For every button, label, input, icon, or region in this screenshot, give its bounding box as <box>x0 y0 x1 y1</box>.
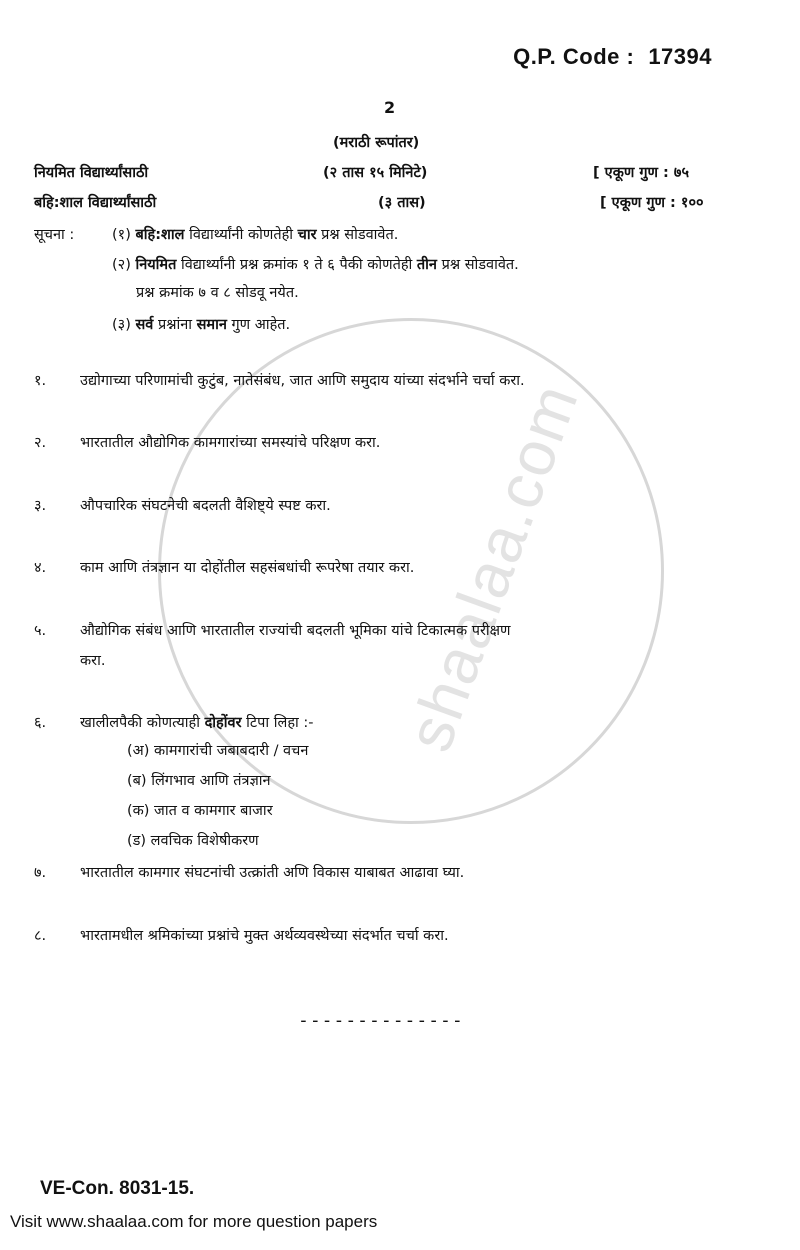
question-4 <box>34 557 414 577</box>
question-6-num: ६. <box>34 715 47 731</box>
regular-time: (२ तास १५ मिनिटे) <box>323 165 428 181</box>
question-5-text: औद्योगिक संबंध आणि भारतातील राज्यांची बदलती भूमिका यांचे टिकात्मक परीक्षण <box>80 623 511 639</box>
instruction-2-num: (२) <box>112 257 131 273</box>
question-8-num: ८. <box>34 928 47 944</box>
question-6-option-c: (क) जात व कामगार बाजार <box>127 803 273 819</box>
translation-heading: (मराठी रूपांतर) <box>333 135 420 151</box>
visit-link[interactable]: Visit www.shaalaa.com for more question papers <box>10 1212 378 1231</box>
watermark-text: shaalaa.com <box>392 373 593 761</box>
qp-code-value: 17394 <box>648 44 712 69</box>
instruction-1-bold: बहि:शाल <box>135 227 185 243</box>
question-3 <box>34 495 331 515</box>
instruction-3-bold2: समान <box>196 317 227 333</box>
instruction-3-bold: सर्व <box>135 317 154 333</box>
instruction-3 <box>112 314 290 334</box>
regular-marks: [ एकूण गुण : ७५ <box>593 165 689 181</box>
question-3-text: औपचारिक संघटनेची बदलती वैशिष्ट्ये स्पष्ट करा. <box>80 498 331 514</box>
external-students-label: बहि:शाल विद्यार्थ्यांसाठी <box>34 195 157 211</box>
instruction-1-bold2: चार <box>297 227 317 243</box>
instruction-2-mid: विद्यार्थ्यांनी प्रश्न क्रमांक १ ते ६ पैकी कोणतेही <box>180 257 413 273</box>
instruction-1 <box>112 224 398 244</box>
question-8 <box>34 925 449 945</box>
regular-students-label: नियमित विद्यार्थ्यांसाठी <box>34 165 149 181</box>
instruction-2-line2: प्रश्न क्रमांक ७ व ८ सोडवू नयेत. <box>136 285 299 301</box>
question-3-num: ३. <box>34 498 47 514</box>
instruction-2 <box>112 254 519 274</box>
instruction-3-mid: प्रश्नांना <box>157 317 193 333</box>
instruction-3-tail: गुण आहेत. <box>231 317 291 333</box>
question-5-num: ५. <box>34 623 47 639</box>
question-1-num: १. <box>34 373 47 389</box>
instructions-label: सूचना : <box>34 227 75 243</box>
instruction-2-bold2: तीन <box>416 257 437 273</box>
question-6-option-d: (ड) लवचिक विशेषीकरण <box>127 833 259 849</box>
question-6-bold: दोहोंवर <box>204 715 242 731</box>
page-number: 2 <box>384 98 396 117</box>
question-6-pre: खालीलपैकी कोणत्याही <box>80 715 200 731</box>
instruction-1-tail: प्रश्न सोडवावेत. <box>321 227 399 243</box>
question-2 <box>34 432 380 452</box>
question-6 <box>34 712 314 732</box>
question-4-num: ४. <box>34 560 47 576</box>
question-2-text: भारतातील औद्योगिक कामगारांच्या समस्यांचे परिक्षण करा. <box>80 435 381 451</box>
question-1 <box>34 370 525 390</box>
question-7-num: ७. <box>34 865 47 881</box>
question-7 <box>34 862 464 882</box>
question-1-text: उद्योगाच्या परिणामांची कुटुंब, नातेसंबंध, जात आणि समुदाय यांच्या संदर्भाने चर्चा करा. <box>80 373 525 389</box>
qp-code-label: Q.P. Code : <box>513 44 635 69</box>
instruction-2-tail: प्रश्न सोडवावेत. <box>441 257 519 273</box>
question-6-post: टिपा लिहा :- <box>246 715 314 731</box>
instruction-1-num: (१) <box>112 227 131 243</box>
question-8-text: भारतामधील श्रमिकांच्या प्रश्नांचे मुक्त अर्थव्यवस्थेच्या संदर्भात चर्चा करा. <box>80 928 449 944</box>
question-4-text: काम आणि तंत्रज्ञान या दोहोंतील सहसंबधांची रूपरेषा तयार करा. <box>80 560 415 576</box>
instruction-3-num: (३) <box>112 317 131 333</box>
question-7-text: भारतातील कामगार संघटनांची उत्क्रांती अणि विकास याबाबत आढावा घ्या. <box>80 865 465 881</box>
qp-code-line <box>513 44 712 70</box>
external-time: (३ तास) <box>378 195 426 211</box>
question-5-line2: करा. <box>80 653 106 669</box>
external-marks: [ एकूण गुण : १०० <box>600 195 704 211</box>
instruction-2-bold: नियमित <box>135 257 177 273</box>
question-6-option-b: (ब) लिंगभाव आणि तंत्रज्ञान <box>127 773 271 789</box>
footer-code: VE-Con. 8031-15. <box>40 1178 195 1199</box>
end-line: -------------- <box>298 1010 464 1031</box>
question-2-num: २. <box>34 435 47 451</box>
question-5 <box>34 620 511 640</box>
question-6-option-a: (अ) कामगारांची जबाबदारी / वचन <box>127 743 309 759</box>
instruction-1-mid: विद्यार्थ्यांनी कोणतेही <box>189 227 294 243</box>
